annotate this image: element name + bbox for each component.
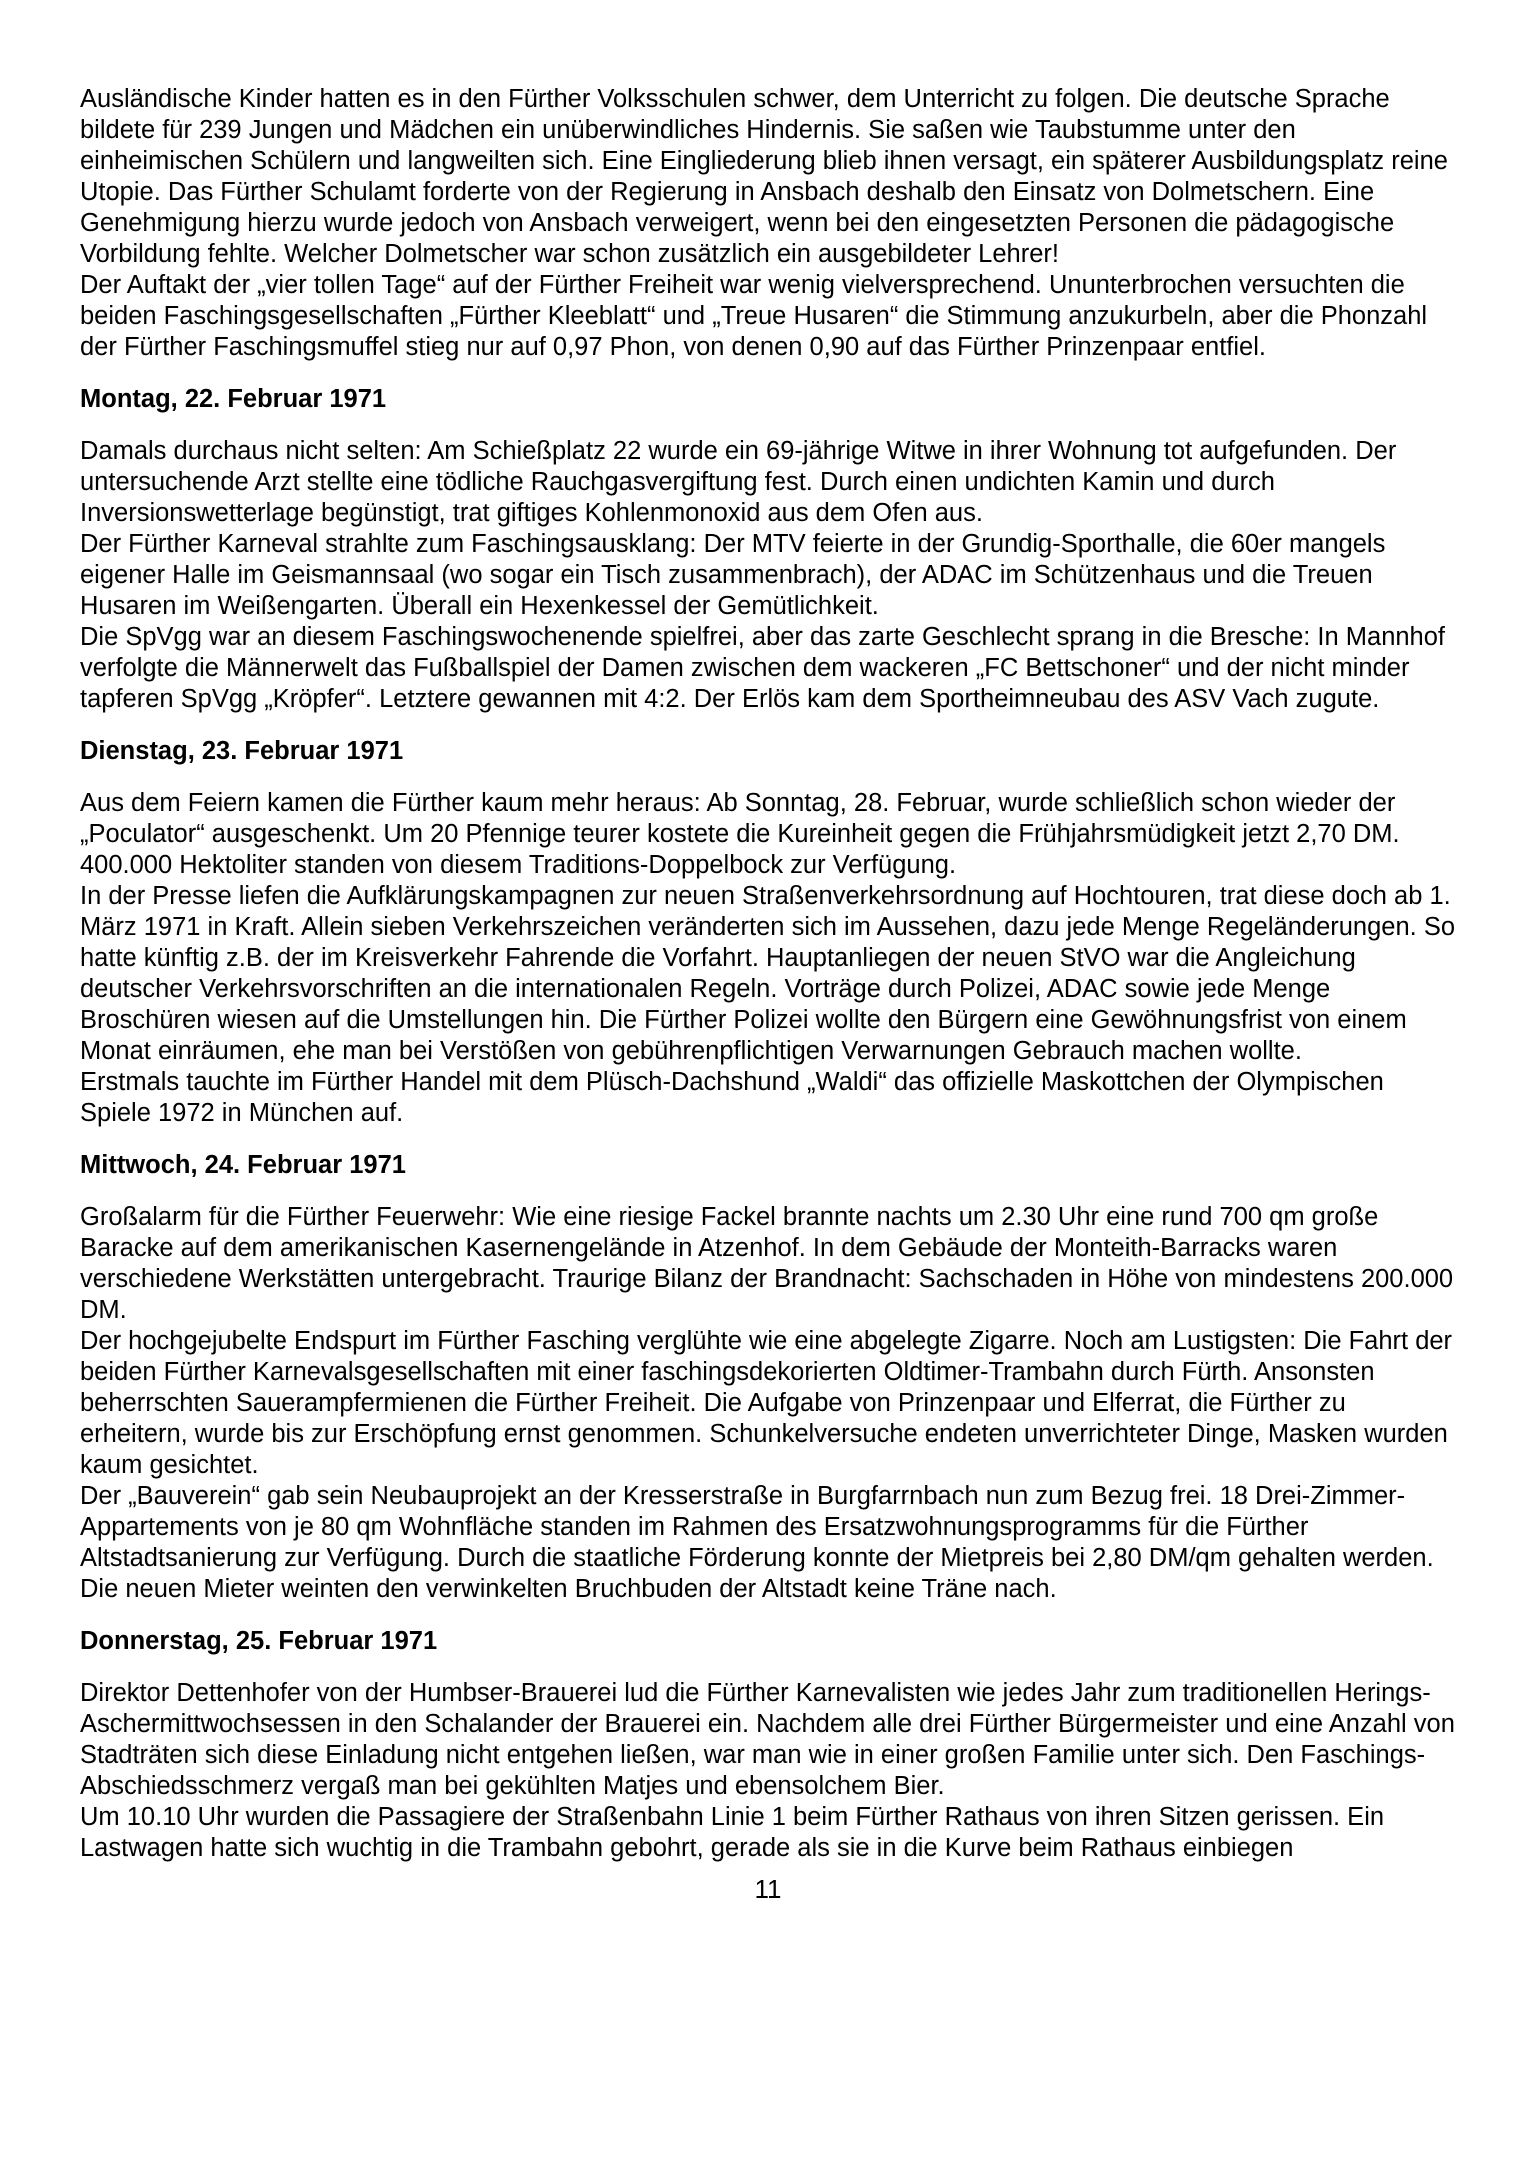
paragraph: Aus dem Feiern kamen die Fürther kaum mehr heraus: Ab Sonntag, 28. Februar, wurde schließlich schon wieder der „Poculator“ ausgeschenkt. Um 20 Pfennige teurer kostete die Kureinheit gegen die Frühjahrsmüdigkeit jetzt 2,70 DM. 400.000 Hektoliter standen von diesem Traditions-Doppelbock zur Verfügung. [80,789,1400,879]
section-heading: Dienstag, 23. Februar 1971 [80,737,404,765]
paragraph: Der „Bauverein“ gab sein Neubauprojekt an der Kresserstraße in Burgfarrnbach nun zum Bezug frei. 18 Drei-Zimmer-Appartements von je 80 qm Wohnfläche standen im Rahmen des Ersatzwohnungsprogramms für die Fürther Altstadtsanierung zur Verfügung. Durch die staatliche Förderung konnte der Mietpreis bei 2,80 DM/qm gehalten werden. Die neuen Mieter weinten den verwinkelten Bruchbuden der Altstadt keine Träne nach. [80,1482,1434,1603]
section-heading: Donnerstag, 25. Februar 1971 [80,1627,438,1655]
paragraph: Damals durchaus nicht selten: Am Schießplatz 22 wurde ein 69-jährige Witwe in ihrer Wohnung tot aufgefunden. Der untersuchende Arzt stellte eine tödliche Rauchgasvergiftung fest. Durch einen undichten Kamin und durch Inversionswetterlage begünstigt, trat giftiges Kohlenmonoxid aus dem Ofen aus. [80,437,1397,527]
paragraph: Großalarm für die Fürther Feuerwehr: Wie eine riesige Fackel brannte nachts um 2.30 Uhr eine rund 700 qm große Baracke auf dem amerikanischen Kasernengelände in Atzenhof. In dem Gebäude der Monteith-Barracks waren verschiedene Werkstätten untergebracht. Traurige Bilanz der Brandnacht: Sachschaden in Höhe von mindestens 200.000 DM. [80,1203,1454,1324]
paragraph: In der Presse liefen die Aufklärungskampagnen zur neuen Straßenverkehrsordnung auf Hochtouren, trat diese doch ab 1. März 1971 in Kraft. Allein sieben Verkehrszeichen veränderten sich im Aussehen, dazu jede Menge Regeländerungen. So hatte künftig z.B. der im Kreisverkehr Fahrende die Vorfahrt. Hauptanliegen der neuen StVO war die Angleichung deutscher Verkehrsvorschriften an die internationalen Regeln. Vorträge durch Polizei, ADAC sowie jede Menge Broschüren wiesen auf die Umstellungen hin. Die Fürther Polizei wollte den Bürgern eine Gewöhnungsfrist von einem Monat einräumen, ehe man bei Verstößen von gebührenpflichtigen Verwarnungen Gebrauch machen wollte. [80,882,1456,1065]
paragraph: Ausländische Kinder hatten es in den Fürther Volksschulen schwer, dem Unterricht zu folgen. Die deutsche Sprache bildete für 239 Jungen und Mädchen ein unüberwindliches Hindernis. Sie saßen wie Taubstumme unter den einheimischen Schülern und langweilten sich. Eine Eingliederung blieb ihnen versagt, ein späterer Ausbildungsplatz reine Utopie. Das Fürther Schulamt forderte von der Regierung in Ansbach deshalb den Einsatz von Dolmetschern. Eine Genehmigung hierzu wurde jedoch von Ansbach verweigert, wenn bei den eingesetzten Personen die pädagogische Vorbildung fehlte. Welcher Dolmetscher war schon zusätzlich ein ausgebildeter Lehrer! [80,85,1448,268]
section-heading: Mittwoch, 24. Februar 1971 [80,1151,406,1179]
paragraph: Die SpVgg war an diesem Faschingswochenende spielfrei, aber das zarte Geschlecht sprang in die Bresche: In Mannhof verfolgte die Männerwelt das Fußballspiel der Damen zwischen dem wackeren „FC Bettschoner“ und der nicht minder tapferen SpVgg „Kröpfer“. Letztere gewannen mit 4:2. Der Erlös kam dem Sportheimneubau des ASV Vach zugute. [80,623,1446,713]
paragraph: Erstmals tauchte im Fürther Handel mit dem Plüsch-Dachshund „Waldi“ das offizielle Maskottchen der Olympischen Spiele 1972 in München auf. [80,1068,1384,1127]
paragraph: Der Fürther Karneval strahlte zum Faschingsausklang: Der MTV feierte in der Grundig-Sporthalle, die 60er mangels eigener Halle im Geismannsaal (wo sogar ein Tisch zusammenbrach), der ADAC im Schützenhaus und die Treuen Husaren im Weißengarten. Überall ein Hexenkessel der Gemütlichkeit. [80,530,1386,620]
page-number: 11 [754,1874,782,1904]
paragraph: Der Auftakt der „vier tollen Tage“ auf der Fürther Freiheit war wenig vielversprechend. Ununterbrochen versuchten die beiden Faschingsgesellschaften „Fürther Kleeblatt“ und „Treue Husaren“ die Stimmung anzukurbeln, aber die Phonzahl der Fürther Faschingsmuffel stieg nur auf 0,97 Phon, von denen 0,90 auf das Fürther Prinzenpaar entfiel. [80,271,1428,361]
paragraph: Um 10.10 Uhr wurden die Passagiere der Straßenbahn Linie 1 beim Fürther Rathaus von ihren Sitzen gerissen. Ein Lastwagen hatte sich wuchtig in die Trambahn gebohrt, gerade als sie in die Kurve beim Rathaus einbiegen [80,1803,1385,1862]
section-heading: Montag, 22. Februar 1971 [80,385,387,413]
document-text [80,84,1456,1864]
paragraph: Der hochgejubelte Endspurt im Fürther Fasching verglühte wie eine abgelegte Zigarre. Noch am Lustigsten: Die Fahrt der beiden Fürther Karnevalsgesellschaften mit einer faschingsdekorierten Oldtimer-Trambahn durch Fürth. Ansonsten beherrschten Sauerampfermienen die Fürther Freiheit. Die Aufgabe von Prinzenpaar und Elferrat, die Fürther zu erheitern, wurde bis zur Erschöpfung ernst genommen. Schunkelversuche endeten unverrichteter Dinge, Masken wurden kaum gesichtet. [80,1327,1453,1479]
paragraph: Direktor Dettenhofer von der Humbser-Brauerei lud die Fürther Karnevalisten wie jedes Jahr zum traditionellen Herings-Aschermittwochsessen in den Schalander der Brauerei ein. Nachdem alle drei Fürther Bürgermeister und eine Anzahl von Stadträten sich diese Einladung nicht entgehen ließen, war man wie in einer großen Familie unter sich. Den Faschings-Abschiedsschmerz vergaß man bei gekühlten Matjes und ebensolchem Bier. [80,1679,1455,1800]
